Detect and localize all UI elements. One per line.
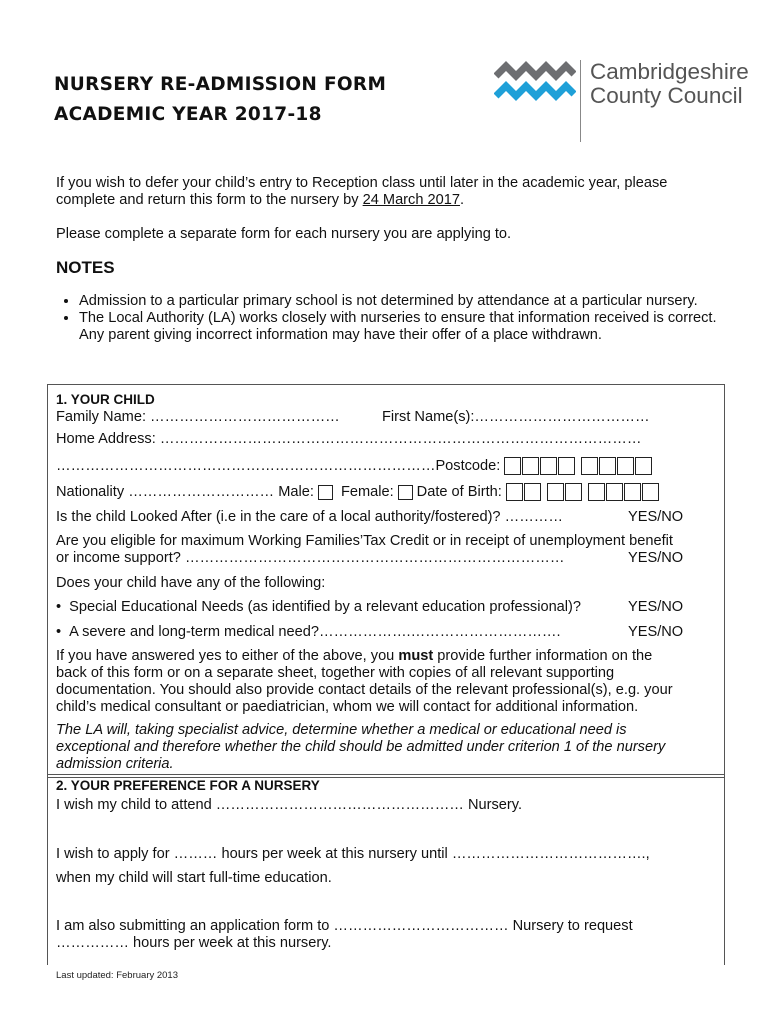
must-emphasis: must	[398, 648, 434, 664]
wave-icon	[494, 58, 576, 106]
intro	[56, 175, 716, 243]
looked-after-question: Is the child Looked After (i.e in the care of a local authority/fostered)? …………	[56, 509, 563, 525]
la-note-line-2: exceptional and therefore whether the child should be admitted under criterion 1 of the nursery	[56, 739, 666, 755]
does-child-have: Does your child have any of the following:	[56, 575, 326, 591]
attend-nursery-field[interactable]: I wish my child to attend …………………………………………… Nursery.	[56, 797, 522, 813]
further-info-line-1: If you have answered yes to either of the above, you must provide further information on the	[56, 648, 653, 664]
hours-field[interactable]: I wish to apply for ……… hours per week at this nursery until ………………………………….,	[56, 846, 650, 862]
wftc-question-line-1: Are you eligible for maximum Working Families’Tax Credit or in receipt of unemployment benefit	[56, 533, 673, 549]
list-item: • Admission to a particular primary school is not determined by attendance at a particular nursery.	[79, 293, 729, 310]
postcode-boxes[interactable]	[504, 457, 653, 475]
logo-divider	[580, 60, 581, 142]
logo-text	[590, 60, 749, 108]
address-line-2[interactable]: ……………………………………………………………………Postcode:	[56, 457, 653, 475]
fulltime-text: when my child will start full-time education.	[56, 870, 332, 886]
further-info-line-2: back of this form or on a separate sheet, together with copies of all relevant supporting	[56, 665, 615, 681]
wftc-question-line-2: or income support? ……………………………………………………………………	[56, 550, 565, 566]
intro-paragraph-1: If you wish to defer your child’s entry to Reception class until later in the academic year, please complete and return this form to the nursery by 24 March 2017.	[56, 175, 668, 208]
dob-boxes[interactable]	[506, 483, 660, 501]
section-1-heading: 1. YOUR CHILD	[56, 392, 155, 407]
council-logo	[494, 58, 749, 148]
also-submitting-line-2[interactable]: …………… hours per week at this nursery.	[56, 935, 332, 951]
list-item: • The Local Authority (LA) works closely with nurseries to ensure that information received is correct. Any parent giving incorrect information may have their offer of a place withdrawn.	[79, 310, 729, 344]
nationality-row	[56, 483, 660, 501]
la-note-line-1: The LA will, taking specialist advice, determine whether a medical or educational need is	[56, 722, 627, 738]
notes-heading: NOTES	[56, 258, 115, 277]
notes-list	[56, 293, 729, 344]
female-label: Female:	[340, 483, 394, 500]
medical-yes-no[interactable]: YES/NO	[628, 624, 684, 640]
further-info-line-4: child’s medical consultant or paediatrician, whom we will contact for additional information.	[56, 699, 639, 715]
first-names-field[interactable]: First Name(s):………………………………	[382, 409, 650, 425]
title-line-1: NURSERY RE-ADMISSION FORM	[54, 74, 387, 95]
wftc-yes-no[interactable]: YES/NO	[628, 550, 684, 566]
nationality-field[interactable]: Nationality …………………………	[56, 483, 275, 500]
also-submitting-line-1[interactable]: I am also submitting an application form to ……………………………… Nursery to request	[56, 918, 633, 934]
family-name-field[interactable]: Family Name: …………………………………	[56, 409, 340, 425]
form-title	[54, 70, 386, 130]
female-checkbox[interactable]	[398, 485, 413, 500]
medical-question: • A severe and long-term medical need?……………….………………………….	[56, 624, 561, 641]
looked-after-yes-no[interactable]: YES/NO	[628, 509, 684, 525]
postcode-label: Postcode:	[435, 457, 501, 474]
further-info-line-3: documentation. You should also provide contact details of the relevant professional(s), e.g. your	[56, 682, 673, 698]
last-updated: Last updated: February 2013	[56, 970, 179, 981]
la-note-line-3: admission criteria.	[56, 756, 174, 772]
sen-question: • Special Educational Needs (as identified by a relevant education professional)?	[56, 599, 581, 616]
logo-line-1: Cambridgeshire	[590, 59, 749, 84]
title-line-2: ACADEMIC YEAR 2017-18	[54, 104, 322, 125]
dob-label: Date of Birth:	[416, 483, 502, 500]
sen-yes-no[interactable]: YES/NO	[628, 599, 684, 615]
male-checkbox[interactable]	[318, 485, 333, 500]
logo-line-2: County Council	[590, 83, 743, 108]
male-label: Male:	[278, 483, 314, 500]
home-address-field[interactable]: Home Address: ………………………………………………………………………………………	[56, 431, 642, 447]
intro-paragraph-2: Please complete a separate form for each nursery you are applying to.	[56, 226, 512, 242]
section-2-heading: 2. YOUR PREFERENCE FOR A NURSERY	[56, 778, 320, 793]
deadline-date: 24 March 2017	[362, 192, 460, 208]
